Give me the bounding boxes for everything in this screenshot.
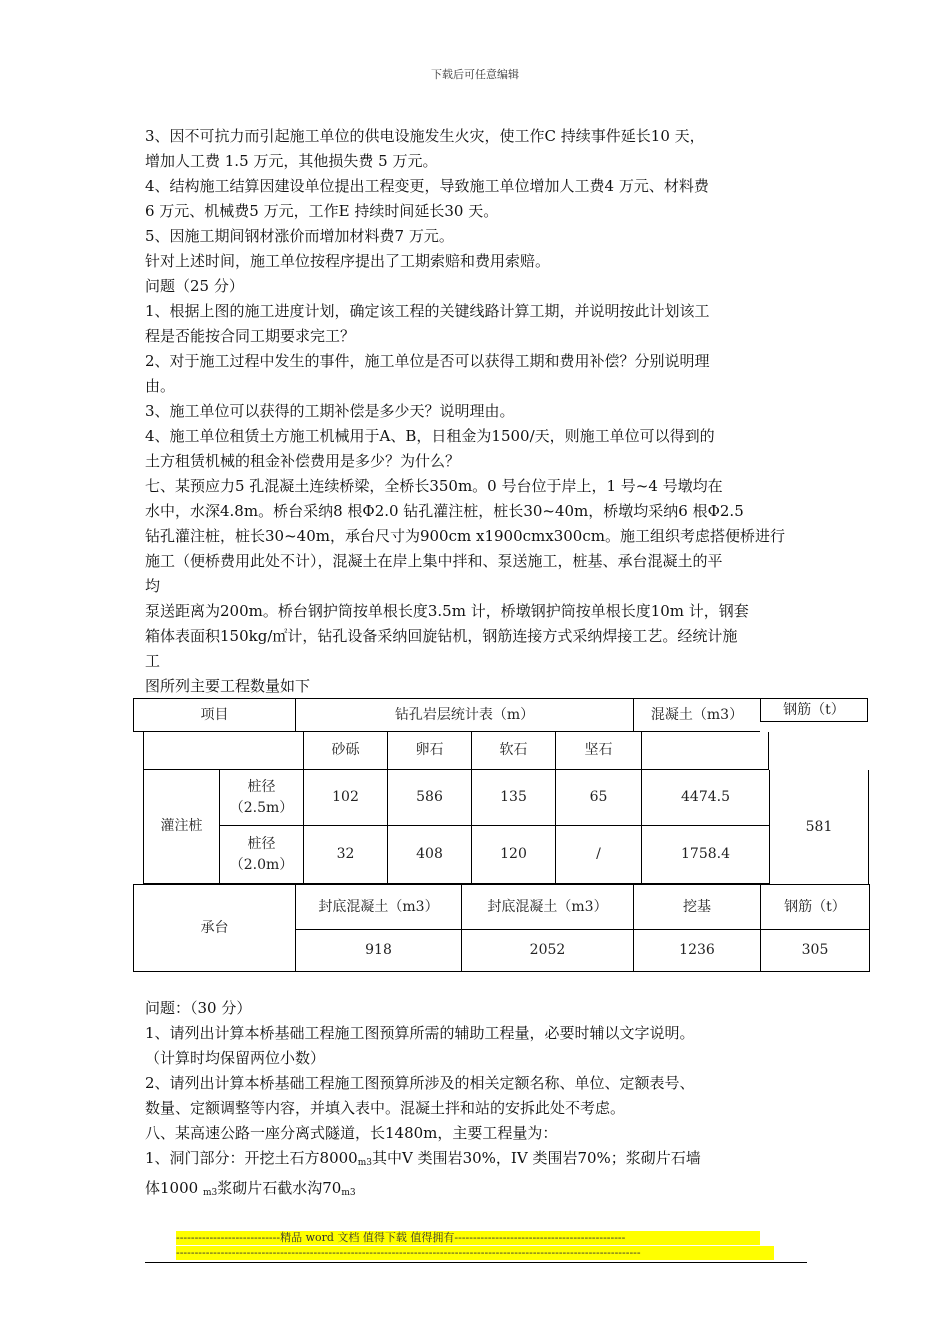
table-cap-value: 305 bbox=[760, 930, 870, 972]
table-cell-concrete: 1758.4 bbox=[641, 826, 769, 884]
table-cell: 120 bbox=[471, 826, 555, 884]
question-line bbox=[145, 1176, 810, 1206]
table-subheader: 软石 bbox=[471, 732, 555, 770]
table-cell: / bbox=[555, 826, 641, 884]
table-cap-header: 挖基 bbox=[633, 884, 760, 930]
question-line: （计算时均保留两位小数） bbox=[145, 1049, 326, 1067]
text-segment: 1、洞门部分：开挖土石方8000 bbox=[145, 1149, 358, 1167]
diameter-value: （2.0m） bbox=[229, 856, 294, 873]
table-pile-diameter bbox=[219, 770, 303, 826]
diameter-label: 桩径 bbox=[247, 778, 276, 795]
table-cell: 135 bbox=[471, 770, 555, 826]
question-title: 问题：（30 分） bbox=[145, 999, 252, 1017]
paragraph-line: 泵送距离为200m。桥台钢护筒按单根长度3.5m 计，桥墩钢护筒按单根长度10m 计，钢套 bbox=[145, 602, 749, 620]
footer-rule bbox=[145, 1262, 807, 1263]
paragraph-line: 施工（便桥费用此处不计），混凝土在岸上集中拌和、泵送施工，桩基、承台混凝土的平 bbox=[145, 552, 723, 570]
paragraph-line: 1、根据上图的施工进度计划，确定该工程的关键线路计算工期，并说明按此计划该工 bbox=[145, 302, 710, 320]
section-eight-title: 八、某高速公路一座分离式隧道，长1480m，主要工程量为： bbox=[145, 1124, 558, 1142]
table-cell: 586 bbox=[387, 770, 471, 826]
table-cap-label: 承台 bbox=[133, 884, 295, 972]
table-subheader: 卵石 bbox=[387, 732, 471, 770]
table-pile-diameter bbox=[219, 826, 303, 884]
table-subheader: 砂砾 bbox=[303, 732, 387, 770]
unit-subscript: m3 bbox=[341, 1188, 356, 1198]
question-line bbox=[145, 1146, 810, 1176]
text-segment: 体1000 bbox=[145, 1179, 199, 1197]
paragraph-line: 问题（25 分） bbox=[145, 277, 244, 295]
paragraph-line: 增加人工费 1.5 万元，其他损失费 5 万元。 bbox=[145, 152, 438, 170]
table-header-drill: 钻孔岩层统计表（m） bbox=[295, 698, 633, 732]
table-cap-header: 封底混凝土（m3） bbox=[295, 884, 461, 930]
paragraph-line: 5、因施工期间钢材涨价而增加材料费7 万元。 bbox=[145, 227, 454, 245]
footer-banner: ----------------------------精品 word 文档 值得下载 值得拥有---------------------------------------------- bbox=[176, 1231, 760, 1245]
paragraph-line: 6 万元、机械费5 万元，工作E 持续时间延长30 天。 bbox=[145, 202, 499, 220]
question-line: 2、请列出计算本桥基础工程施工图预算所涉及的相关定额名称、单位、定额表号、 bbox=[145, 1074, 695, 1092]
table-cap-value: 2052 bbox=[461, 930, 633, 972]
table-cap-header: 钢筋（t） bbox=[760, 884, 870, 930]
paragraph-line: 3、因不可抗力而引起施工单位的供电设施发生火灾，使工作C 持续事件延长10 天， bbox=[145, 127, 705, 145]
text-segment: 其中V 类围岩30%，IV 类围岩70%；浆砌片石墙 bbox=[371, 1149, 701, 1167]
text-segment: 浆砌片石截水沟70 bbox=[217, 1179, 342, 1197]
table-cell: 65 bbox=[555, 770, 641, 826]
table-cap-header: 封底混凝土（m3） bbox=[461, 884, 633, 930]
paragraph-line: 2、对于施工过程中发生的事件，施工单位是否可以获得工期和费用补偿？分别说明理 bbox=[145, 352, 710, 370]
diameter-value: （2.5m） bbox=[229, 799, 294, 816]
table-cap-value: 1236 bbox=[633, 930, 760, 972]
table-cell: 408 bbox=[387, 826, 471, 884]
question-line: 1、请列出计算本桥基础工程施工图预算所需的辅助工程量，必要时辅以文字说明。 bbox=[145, 1024, 695, 1042]
paragraph-line: 七、某预应力5 孔混凝土连续桥梁，全桥长350m。0 号台位于岸上，1 号~4 号墩均在 bbox=[145, 477, 723, 495]
paragraph-line: 4、结构施工结算因建设单位提出工程变更，导致施工单位增加人工费4 万元、材料费 bbox=[145, 177, 709, 195]
table-pile-label: 灌注桩 bbox=[143, 770, 219, 884]
table-header-concrete: 混凝土（m3） bbox=[633, 698, 760, 732]
table-cell: 102 bbox=[303, 770, 387, 826]
paragraph-line: 程是否能按合同工期要求完工？ bbox=[145, 327, 356, 345]
paragraph-line: 均 bbox=[145, 577, 161, 595]
quantity-table bbox=[133, 698, 870, 972]
diameter-label: 桩径 bbox=[247, 835, 276, 852]
table-cap-value: 918 bbox=[295, 930, 461, 972]
table-cell-empty bbox=[641, 732, 769, 770]
table-cell-empty bbox=[143, 732, 303, 770]
question-line: 数量、定额调整等内容，并填入表中。混凝土拌和站的安拆此处不考虑。 bbox=[145, 1099, 626, 1117]
question-section bbox=[145, 996, 810, 1206]
body-text bbox=[145, 124, 810, 699]
paragraph-line: 水中，水深4.8m。桥台采纳8 根Φ2.0 钻孔灌注桩，桩长30~40m，桥墩均采纳6 根Φ2.5 bbox=[145, 502, 744, 520]
footer-dashes: ----------------------------------------------------------------------------------------------------------------------------- bbox=[176, 1246, 774, 1260]
paragraph-line: 4、施工单位租赁土方施工机械用于A、B，日租金为1500/天，则施工单位可以得到的 bbox=[145, 427, 715, 445]
paragraph-line: 图所列主要工程数量如下 bbox=[145, 677, 311, 695]
paragraph-line: 针对上述时间，施工单位按程序提出了工期索赔和费用索赔。 bbox=[145, 252, 551, 270]
table-subheader: 坚石 bbox=[555, 732, 641, 770]
paragraph-line: 由。 bbox=[145, 377, 176, 395]
paragraph-line: 土方租赁机械的租金补偿费用是多少？为什么？ bbox=[145, 452, 461, 470]
unit-subscript: m3 bbox=[357, 1158, 372, 1168]
table-header-rebar: 钢筋（t） bbox=[760, 698, 868, 722]
paragraph-line: 工 bbox=[145, 652, 161, 670]
table-header-item: 项目 bbox=[133, 698, 295, 732]
paragraph-line: 钻孔灌注桩，桩长30~40m，承台尺寸为900cm x1900cmx300cm。施工组织考虑搭便桥进行 bbox=[145, 527, 785, 545]
table-cell-concrete: 4474.5 bbox=[641, 770, 769, 826]
paragraph-line: 3、施工单位可以获得的工期补偿是多少天？说明理由。 bbox=[145, 402, 515, 420]
table-cell: 32 bbox=[303, 826, 387, 884]
page-header: 下载后可任意编辑 bbox=[431, 68, 519, 81]
table-pile-rebar: 581 bbox=[769, 770, 869, 884]
paragraph-line: 箱体表面积150kg/㎡计，钻孔设备采纳回旋钻机，钢筋连接方式采纳焊接工艺。经统计施 bbox=[145, 627, 738, 645]
unit-subscript: m3 bbox=[202, 1188, 218, 1198]
